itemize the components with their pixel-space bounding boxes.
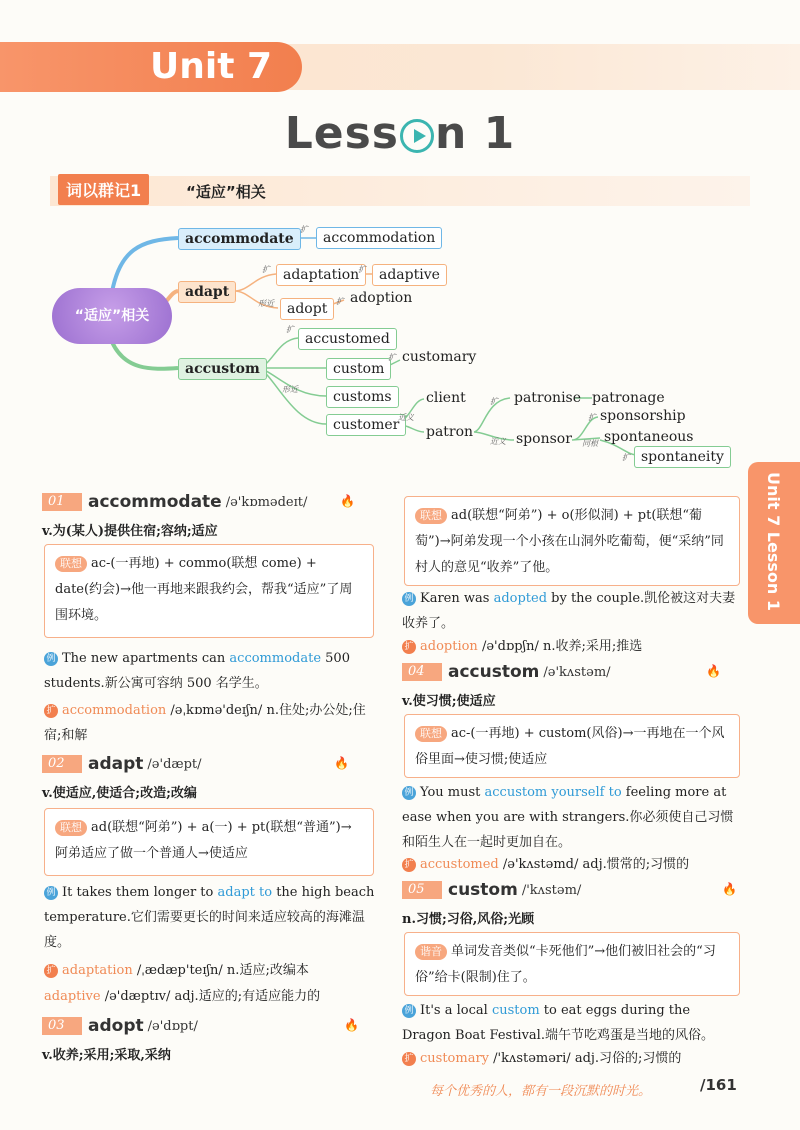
- node-adaptation: adaptation: [276, 264, 366, 286]
- part-of-speech: v.收养;采用;采取,采纳: [42, 1048, 171, 1063]
- phonetic: /ə'kʌstəm/: [543, 664, 611, 680]
- extension-def: /əˌkɒmə'deɪʃn/ n.住处;办公处;住宿;和解: [44, 703, 366, 743]
- example-en: It's a local: [420, 1003, 492, 1018]
- mnemonic-text: ad(联想“阿弟”) + a(一) + pt(联想“普通”)→阿弟适应了做一个普通人→使适应: [55, 820, 352, 861]
- example: [402, 586, 742, 636]
- example-en: the high beach temperature.: [44, 885, 375, 925]
- flame-icon: 🔥: [722, 882, 737, 896]
- headword: adapt: [88, 754, 144, 774]
- example-en: It takes them longer to: [62, 885, 218, 900]
- extension: [402, 852, 742, 877]
- node-adaptive: adaptive: [372, 264, 447, 286]
- example-cn: 凯伦被这对夫妻收养了。: [402, 591, 736, 631]
- extend-icon: 扩: [44, 964, 58, 978]
- example-cn: 它们需要更长的时间来适应较高的海滩温度。: [44, 910, 365, 950]
- extension-word: accommodation: [62, 703, 167, 718]
- example-highlight: accustom yourself to: [484, 785, 622, 800]
- lesson-title-b: n 1: [435, 108, 516, 159]
- phonetic: /'kʌstəm/: [521, 882, 582, 898]
- tag-ext: 扩: [388, 353, 396, 362]
- side-tab-label: Unit 7 Lesson 1: [764, 472, 783, 611]
- mnemonic-box: [44, 808, 374, 876]
- node-patron: patron: [426, 424, 474, 440]
- tag-form: 形近: [282, 385, 298, 394]
- flame-icon: 🔥: [706, 664, 721, 678]
- node-accommodation: accommodation: [316, 227, 442, 249]
- tag-ext: 扩: [300, 225, 308, 234]
- extension: [402, 634, 742, 659]
- tag-ext: 扩: [588, 413, 596, 422]
- node-sponsor: sponsor: [516, 431, 572, 447]
- flame-icon: 🔥: [344, 1018, 359, 1032]
- mindmap-center: “适应”相关: [52, 288, 172, 344]
- footer-motto: 每个优秀的人，都有一段沉默的时光。: [430, 1084, 652, 1099]
- example-highlight: adopted: [493, 591, 548, 606]
- part-of-speech: n.习惯;习俗,风俗;光顾: [402, 912, 535, 927]
- example-en: You must: [420, 785, 485, 800]
- extend-icon: 扩: [402, 858, 416, 872]
- extension: [402, 1046, 742, 1071]
- extension-word: adaptive: [44, 989, 101, 1004]
- mnemonic-box: [44, 544, 374, 638]
- mnemonic-box: [404, 496, 740, 586]
- entry-header: [42, 492, 307, 512]
- node-spontaneity: spontaneity: [634, 446, 731, 468]
- extension-def: /ˌædæp'teɪʃn/ n.适应;改编本: [132, 963, 309, 978]
- example: [44, 880, 378, 955]
- tag-syn: 近义: [398, 413, 414, 422]
- unit-title: Unit 7: [0, 42, 302, 92]
- node-customer: customer: [326, 414, 406, 436]
- entry-header: [402, 662, 611, 682]
- phonetic: /ə'dæpt/: [147, 756, 202, 772]
- group-label: 词以群记1: [58, 174, 149, 205]
- headword: custom: [448, 880, 518, 900]
- example-highlight: accommodate: [229, 651, 322, 666]
- mnemonic-tag: 联想: [55, 820, 87, 836]
- extension-word: adaptation: [62, 963, 133, 978]
- headword: accustom: [448, 662, 540, 682]
- example-icon: 例: [402, 786, 416, 800]
- entry-header: [42, 754, 202, 774]
- entry-header: [42, 1016, 198, 1036]
- entry-number: 02: [42, 755, 82, 773]
- example-icon: 例: [44, 886, 58, 900]
- tag-form: 形近: [258, 299, 274, 308]
- example: [402, 780, 742, 855]
- node-accommodate: accommodate: [178, 228, 301, 250]
- example-en: to eat eggs during the Dragon Boat Festival.: [402, 1003, 691, 1043]
- node-sponsorship: sponsorship: [600, 408, 686, 424]
- mnemonic-text: ac-(一再地) + custom(风俗)→一再地在一个风俗里面→使习惯;使适应: [415, 726, 725, 767]
- example-icon: 例: [402, 1004, 416, 1018]
- flame-icon: 🔥: [334, 756, 349, 770]
- node-patronage: patronage: [592, 390, 665, 406]
- tag-ext: 扩: [490, 397, 498, 406]
- node-adoption: adoption: [350, 290, 413, 306]
- page-number: /161: [700, 1076, 737, 1094]
- extension-def: /ə'dɒpʃn/ n.收养;采用;推选: [477, 639, 643, 654]
- node-client: client: [426, 390, 466, 406]
- tag-ext: 扩: [262, 265, 270, 274]
- example-en: by the couple.: [547, 591, 645, 606]
- extend-icon: 扩: [402, 1052, 416, 1066]
- tag-ext: 扩: [358, 265, 366, 274]
- mnemonic-tag: 联想: [55, 556, 87, 572]
- example-cn: 端午节吃鸡蛋是当地的风俗。: [544, 1028, 714, 1043]
- example-cn: 你必须使自己习惯和陌生人在一起时更加自在。: [402, 810, 734, 850]
- extension: [44, 984, 384, 1009]
- part-of-speech: v.使适应,使适合;改造;改编: [42, 786, 197, 801]
- flame-icon: 🔥: [340, 494, 355, 508]
- mnemonic-text: ac-(一再地) + commo(联想 come) + date(约会)→他一再地来跟我约会，帮我“适应”了周围环境。: [55, 556, 353, 623]
- phonetic: /ə'dɒpt/: [147, 1018, 198, 1034]
- entry-number: 04: [402, 663, 442, 681]
- example-icon: 例: [44, 652, 58, 666]
- node-spontaneous: spontaneous: [604, 429, 694, 445]
- extension: [44, 958, 384, 983]
- mnemonic-tag: 谐音: [415, 944, 447, 960]
- example-en: feeling more at ease when you are with strangers.: [402, 785, 727, 825]
- mnemonic-box: [404, 714, 740, 778]
- node-customary: customary: [402, 349, 477, 365]
- lesson-title-a: Less: [284, 108, 399, 159]
- mnemonic-tag: 联想: [415, 726, 447, 742]
- node-accustomed: accustomed: [298, 328, 397, 350]
- headword: adopt: [88, 1016, 144, 1036]
- example: [44, 646, 378, 696]
- entry-number: 03: [42, 1017, 82, 1035]
- example-icon: 例: [402, 592, 416, 606]
- extension-word: adoption: [420, 639, 478, 654]
- extend-icon: 扩: [44, 704, 58, 718]
- extension-word: accustomed: [420, 857, 499, 872]
- extension-def: /'kʌstəməri/ adj.习俗的;习惯的: [489, 1051, 682, 1066]
- extension-word: customary: [420, 1051, 490, 1066]
- node-patronise: patronise: [514, 390, 582, 406]
- entry-number: 05: [402, 881, 442, 899]
- tag-root: 同根: [582, 439, 598, 448]
- group-title: “适应”相关: [186, 183, 266, 201]
- extension: [44, 698, 378, 748]
- tag-ext: 扩: [336, 297, 344, 306]
- node-adapt: adapt: [178, 281, 236, 303]
- side-tab[interactable]: [748, 462, 800, 624]
- tag-ext: 扩: [286, 325, 294, 334]
- example-en: 500 students.: [44, 651, 350, 691]
- headword: accommodate: [88, 492, 222, 512]
- example-en: The new apartments can: [62, 651, 230, 666]
- part-of-speech: v.使习惯;使适应: [402, 694, 496, 709]
- mnemonic-text: ad(联想“阿弟”) + o(形似洞) + pt(联想“葡萄”)→阿弟发现一个小孩在山洞外吃葡萄，便“采纳”同村人的意见“收养”了他。: [415, 508, 724, 575]
- entry-number: 01: [42, 493, 82, 511]
- mnemonic-text: 单词发音类似“卡死他们”→他们被旧社会的“习俗”给卡(限制)住了。: [415, 944, 716, 985]
- example-cn: 新公寓可容纳 500 名学生。: [104, 676, 268, 691]
- node-accustom: accustom: [178, 358, 267, 380]
- part-of-speech: v.为(某人)提供住宿;容纳;适应: [42, 524, 218, 539]
- node-customs: customs: [326, 386, 399, 408]
- tag-ext: 扩: [622, 453, 630, 462]
- mnemonic-tag: 联想: [415, 508, 447, 524]
- example-highlight: custom: [491, 1003, 540, 1018]
- node-adopt: adopt: [280, 298, 334, 320]
- example: [402, 998, 742, 1048]
- phonetic: /ə'kɒmədeɪt/: [225, 494, 308, 510]
- extend-icon: 扩: [402, 640, 416, 654]
- entry-header: [402, 880, 581, 900]
- extension-def: /ə'dæptɪv/ adj.适应的;有适应能力的: [100, 989, 321, 1004]
- node-custom: custom: [326, 358, 391, 380]
- example-highlight: adapt to: [217, 885, 273, 900]
- tag-syn: 近义: [490, 437, 506, 446]
- mnemonic-box: [404, 932, 740, 996]
- example-en: Karen was: [420, 591, 494, 606]
- extension-def: /ə'kʌstəmd/ adj.惯常的;习惯的: [498, 857, 690, 872]
